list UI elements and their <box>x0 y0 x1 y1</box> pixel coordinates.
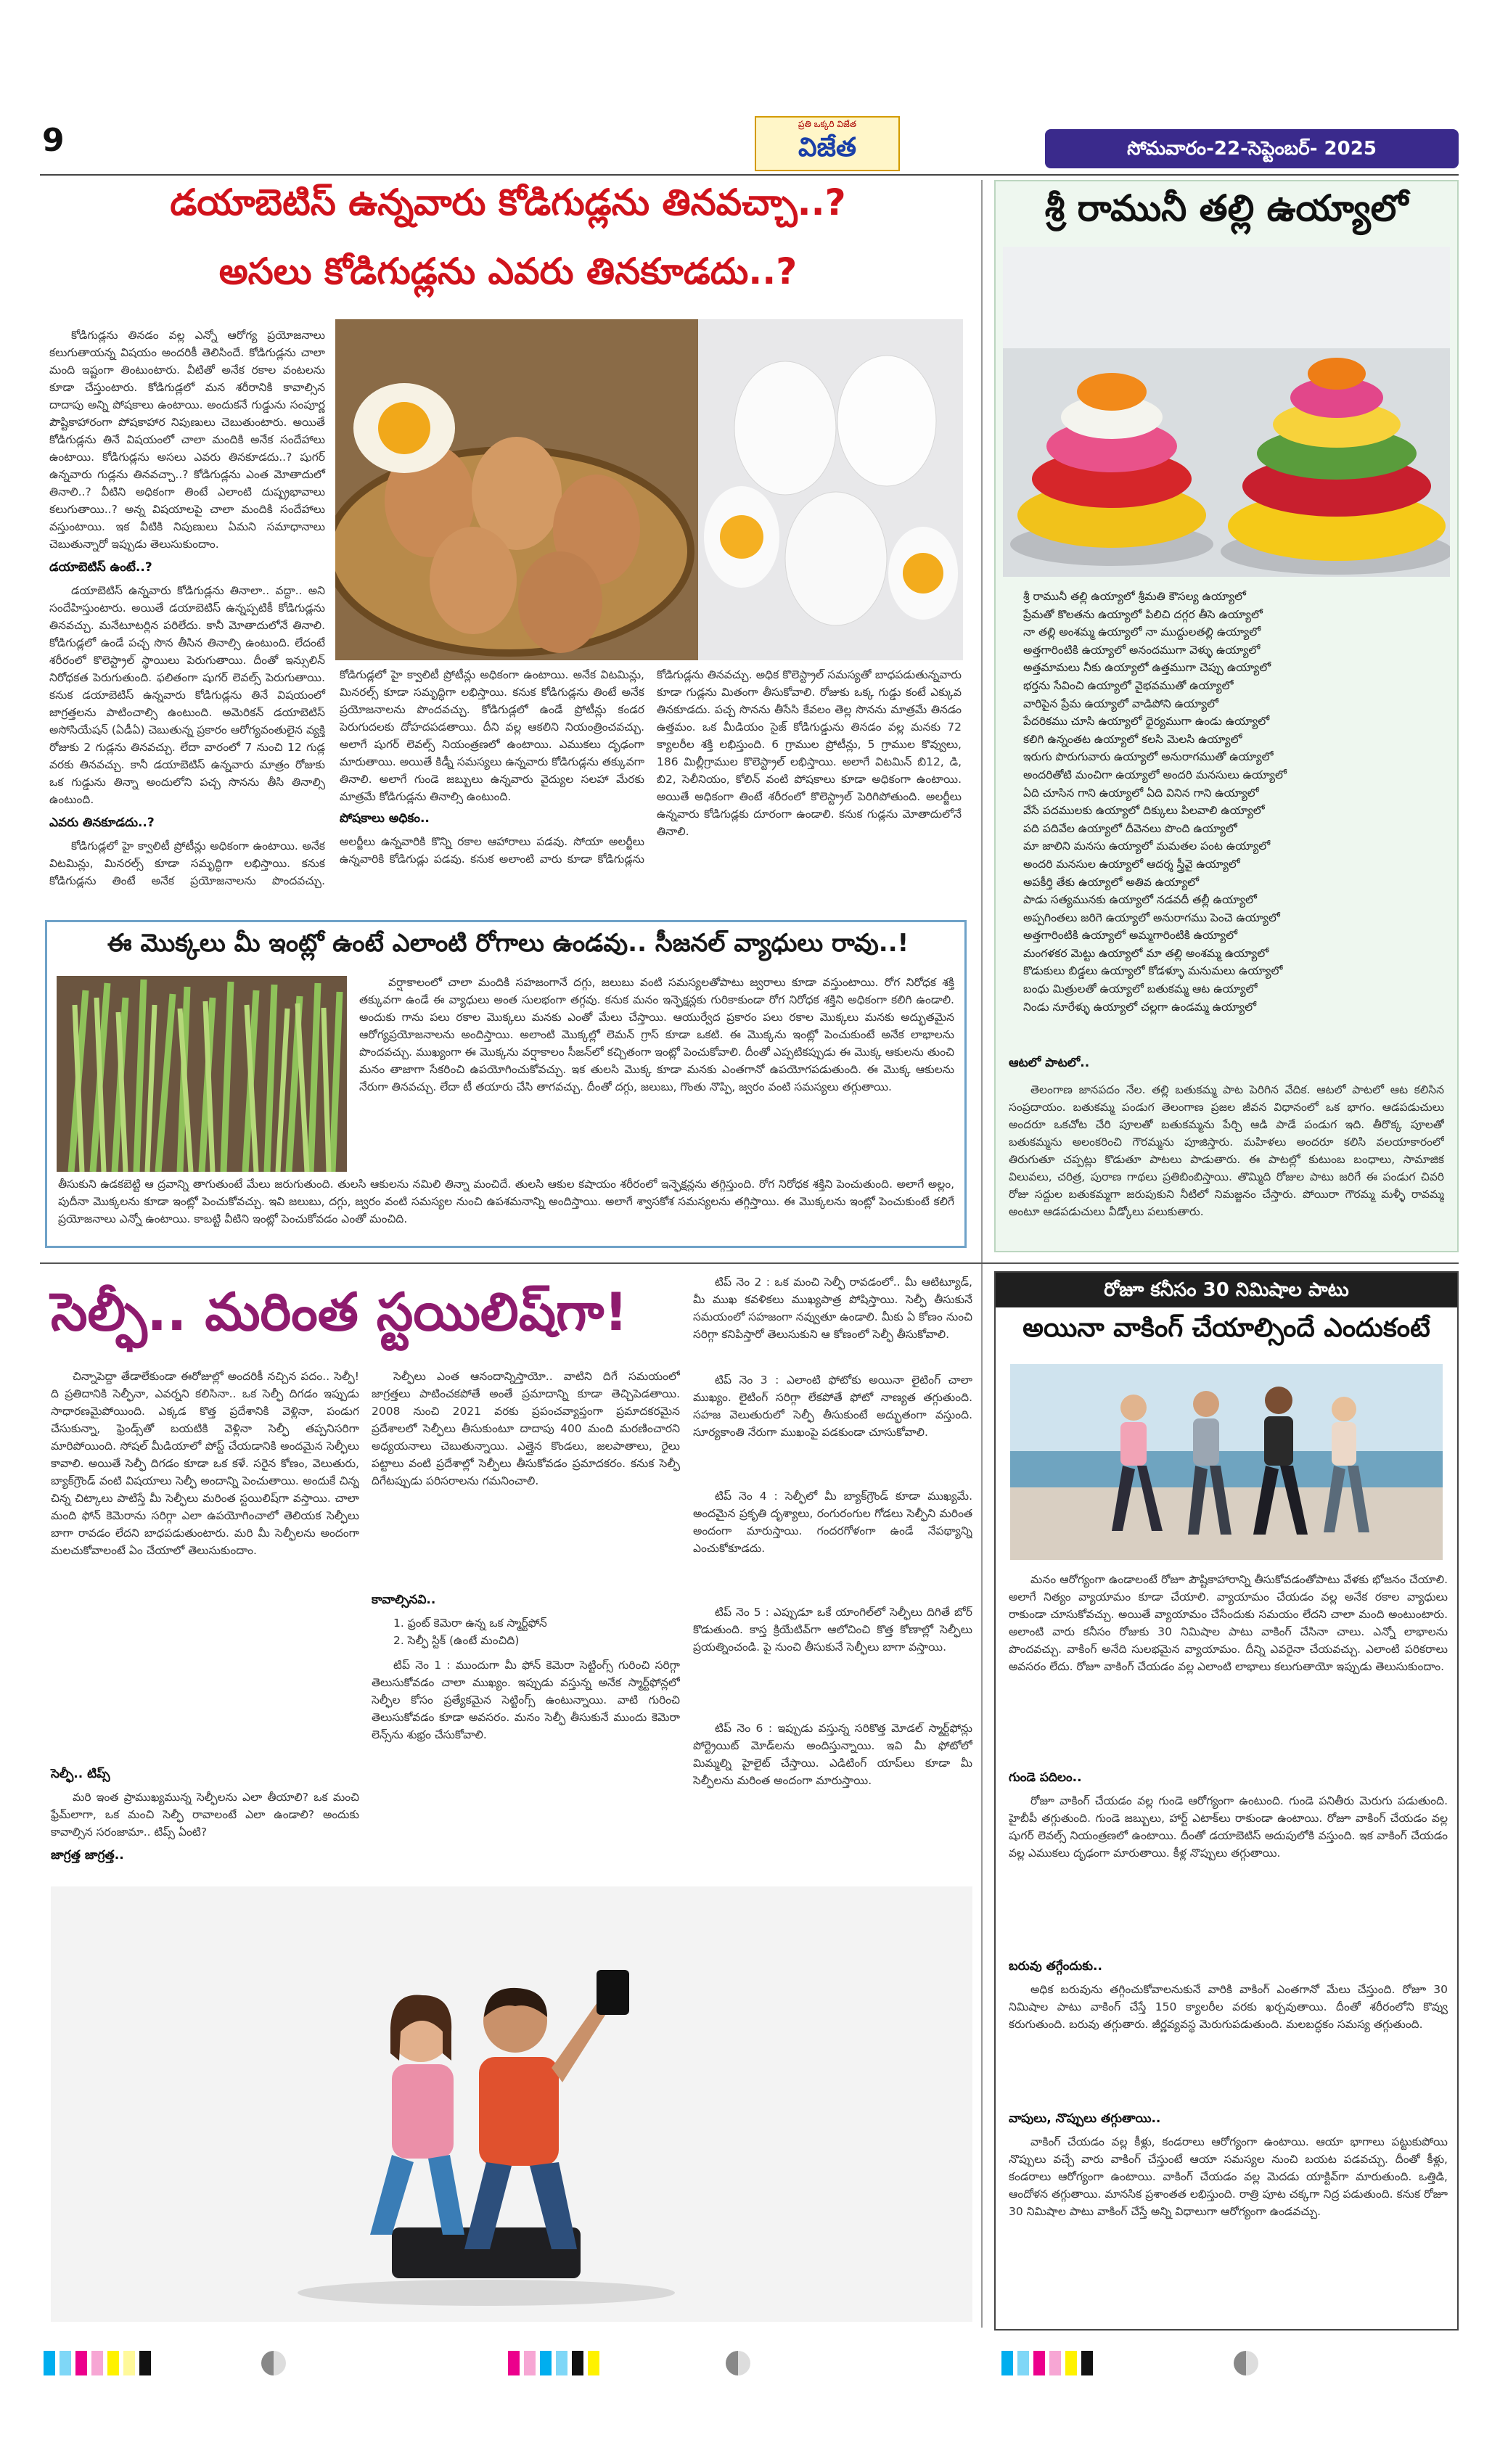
shadow <box>298 2280 675 2306</box>
brown-egg <box>430 527 517 634</box>
walking-column <box>1009 1571 1448 2286</box>
egg-column-left <box>49 327 325 895</box>
sea <box>1010 1451 1443 1487</box>
walking-headline-band <box>996 1273 1457 1307</box>
logo-tagline: ప్రతి ఒక్కరి విజేత <box>798 119 857 129</box>
lemongrass-photo <box>57 976 347 1172</box>
color-registration-bar <box>44 2351 151 2375</box>
flower-tier-orange <box>1308 358 1366 390</box>
poem-line: పేదరికము చూసి ఉయ్యాలో ధైర్యముగా ఉండు ఉయ్యాలో <box>1023 715 1270 728</box>
poem-line: అపకీర్తి తేకు ఉయ్యాలో అతివ ఉయ్యాలో <box>1023 875 1200 889</box>
selfie-column-2 <box>372 1368 680 1805</box>
selfie-sub-careful: జాగ్రత్త జాగ్రత్త.. <box>51 1848 124 1863</box>
walking-headline-1: రోజూ కనీసం 30 నిమిషాల పాటు <box>1104 1279 1349 1301</box>
plant-column-bottom <box>58 1175 954 1252</box>
poem-line: మంగళకర మెట్టు ఉయ్యాలో మా తల్లి అంశమ్మ ఉయ్యాలో <box>1023 946 1269 960</box>
egg-sub-diabetes: డయాబెటిస్ ఉంటే..? <box>49 560 152 575</box>
needs-item: 1. ఫ్రంట్ కెమెరా ఉన్న ఒక స్మార్ట్‌ఫోన్ <box>393 1617 547 1630</box>
egg-sub-who: ఎవరు తినకూడదు..? <box>49 816 155 830</box>
plant-para-2: తీసుకుని ఉడకబెట్టి ఆ ద్రవాన్ని తాగుతుంటే మేలు జరుగుతుంది. తులసి ఆకులను నమిలి తిన్నా మంచిదే. తులసి ఆకుల కషాయం శరీరంలో ఇన్ఫెక్షన్లను తగ్గిస్తుంది. రోగ నిరోధక శక్తిని పెంచుతుంది. అలాగే అల్లం, పుదీనా మొక్కలను కూడా ఇంట్లో పెంచుకోవచ్చు. ఇవి జలుబు, దగ్గు, జ్వరం వంటి సమస్యల నుంచి ఉపశమనాన్ని అందిస్తాయి. అలాగే శ్వాసకోశ సమస్యలను తగ్గిస్తాయి. ఈ మొక్కలను ఇంట్లో పెంచుకుంటే కలిగే ప్రయోజనాలు ఎన్నో ఉంటాయి. కాబట్టి వీటిని ఇంట్లో పెంచుకోవడం ఎంతో మంచిది. <box>58 1178 954 1225</box>
egg-para-1: డయాబెటిస్ ఉన్నవారు కోడిగుడ్లను తినాలా.. వద్దా.. అని సందేహిస్తుంటారు. అయితే డయాబెటిస్ ఉన్నప్పటికీ కోడిగుడ్లను తినవచ్చు. మనేటూటర్లిన పరిలేదు. కానీ మోతాదులోనే తినాలి. కోడిగుడ్లలో ఉండే పచ్చ సొన తీసిన తినాల్సి ఉంటుంది. లేదంటే శరీరంలో కొలెస్ట్రాల్ స్థాయిలు పెరుగుతాయి. దీంతో ఇన్సులిన్ నిరోధకత పెరుగుతుంది. ఫలితంగా షుగర్ లెవల్స్ పెరుగుతాయి. కనుక డయాబెటిస్ ఉన్నవారు కోడిగుడ్లను తినే విషయంలో జాగ్రత్తలను పాటించాల్సి ఉంటుంది. అమెరికన్ డయాబెటిస్ అసోసియేషన్ (ఏడీఏ) చెబుతున్న ప్రకారం ఆరోగ్యవంతులైన వ్యక్తి రోజుకు 2 గుడ్లను తినవచ్చు. లేదా వారంలో 7 నుంచి 12 గుడ్ల వరకు తినవచ్చు. కానీ డయాబెటిస్ ఉన్నవారు మాత్రం రోజుకు ఒక గుడ్డును తిన్నా అందులోని పచ్చ సొనను తీసి తినాల్సి ఉంటుంది. <box>49 584 325 806</box>
header-rule <box>40 174 1459 176</box>
masthead-logo <box>755 116 900 171</box>
poem-line: నా తల్లి అంశమ్మ ఉయ్యాలో నా ముద్దులతల్లి ఉయ్యాలో <box>1023 625 1261 639</box>
temple-headline: శ్రీ రామునీ తల్లి ఉయ్యాలో <box>1044 187 1409 229</box>
poem-line: అప్పగింతలు జరిగె ఉయ్యాలో అనురాగము పెంచె ఉయ్యాలో <box>1023 911 1280 924</box>
walking-sub-pain: వాపులు, నొప్పులు తగ్గుతాయి.. <box>1009 2111 1161 2126</box>
registration-circle <box>1234 2351 1258 2375</box>
egg-sub-nutrients: పోషకాలు అధికం.. <box>340 811 430 826</box>
poem-line: పది పదివేల ఉయ్యాలో దీవెనలు పొంది ఉయ్యాలో <box>1023 821 1237 835</box>
poem-line: అత్తగారింటికి ఉయ్యాలో అనందముగా వెళ్ళు ఉయ్యాలో <box>1023 643 1261 657</box>
walking-sub-weight: బరువు తగ్గేందుకు.. <box>1009 1959 1102 1974</box>
white-egg <box>734 361 836 495</box>
white-egg <box>785 492 887 625</box>
brown-egg <box>518 551 602 653</box>
selfie-tip-6: టిప్ నెం 6 : ఇప్పుడు వస్తున్న సరికొత్త మోడల్ స్మార్ట్‌ఫోన్లు పోర్ట్రెయిట్ మోడ్‌లను అందిస్తున్నాయి. ఇవి మీ ఫోటోలో మిమ్మల్ని హైలైట్ చేస్తాయి. ఎడిటింగ్ యాప్‌లు కూడా మీ సెల్ఫీలను మరింత అందంగా మారుస్తాయి. <box>693 1722 972 1787</box>
walking-para-2: అధిక బరువును తగ్గించుకోవాలనుకునే వారికి వాకింగ్ ఎంతగానో మేలు చేస్తుంది. రోజూ 30 నిమిషాల పాటు వాకింగ్ చేస్తే 150 క్యాలరీల వరకు ఖర్చవుతాయి. దీంతో శరీరంలోని కొవ్వు కరుగుతుంది. బరువు తగ్గుతారు. జీర్ణవ్యవస్థ మెరుగుపడుతుంది. మలబద్ధకం సమస్య తగ్గుతుంది. <box>1009 1983 1448 2031</box>
plant-column-right <box>359 974 954 1177</box>
page-number: 9 <box>42 122 65 159</box>
poem-line: బంధు మిత్రులతో ఉయ్యాలో బతుకమ్మ ఆట ఉయ్యాలో <box>1023 982 1258 996</box>
egg-para-3: కోడిగుడ్లను తినవచ్చు. అధిక కొలెస్ట్రాల్ సమస్యతో బాధపడుతున్నవారు కూడా గుడ్లను మితంగా తీసుకోవాలి. రోజుకు ఒక్క గుడ్డు కంటే ఎక్కువ తినకూడదు. పచ్చ సొనను తీసేసి కేవలం తెల్ల సొనను మాత్రమే తినడం ఉత్తమం. ఒక మీడియం సైజ్ కోడిగుడ్డును తినడం వల్ల మనకు 72 క్యాలరీల శక్తి లభిస్తుంది. 6 గ్రాముల ప్రోటీన్లు, 5 గ్రాముల కొవ్వులు, 186 మిల్లీగ్రాముల కొలెస్ట్రాల్ లభిస్తాయి. అలాగే విటమిన్ బి12, డి, బి2, సెలీనియం, కోలిన్ వంటి పోషకాలు కూడా అధికంగా ఉంటాయి. అయితే అధికంగా తింటే శరీరంలో కొలెస్ట్రాల్ పెరిగిపోతుంది. అలర్జీలు ఉన్నవారు కోడిగుడ్లకు దూరంగా ఉండాలి. కనుక గుడ్లను మోతాదులోనే తినాలి. <box>657 668 962 838</box>
temple-sub: ఆటలో పాటలో.. <box>1009 1056 1090 1070</box>
selfie-para-2: మరి ఇంత ప్రాముఖ్యమున్న సెల్ఫీలను ఎలా తీయాలి? ఒక మంచి ఫ్రేమ్‌లాగా, ఒక మంచి సెల్ఫీ రావాలంటే ఎలా ఉండాలి? అందుకు కావాల్సిన సరంజామా.. టిప్స్ ఏంటి? <box>51 1791 359 1839</box>
poem-line: అందరి మనసుల ఉయ్యాలో ఆదర్శ స్త్రీవై ఉయ్యాలో <box>1023 857 1240 871</box>
color-registration-bar <box>508 2351 599 2375</box>
temple-column <box>1009 1081 1444 1248</box>
needs-item: 2. సెల్ఫీ స్టిక్ (ఉంటే మంచిది) <box>393 1634 520 1647</box>
egg-yolk <box>903 553 943 594</box>
temple-para-1: తెలంగాణ జానపదం నేల. తల్లి బతుకమ్మ పాట పెరిగిన వేదిక. ఆటలో పాటలో ఆట కలిసిన సంప్రదాయం. బతుకమ్మ పండుగ తెలంగాణ ప్రజల జీవన విధానంలో ఒక భాగం. ఆడపడుచులు అందరూ ఒకచోట చేరి పూలతో బతుకమ్మను పేర్చి ఆడి పాడే పండుగ ఇది. తీరొక్క పూలతో బతుకమ్మను అలంకరించి గౌరమ్మను పూజిస్తారు. మహిళలు అందరూ కలిసి వలయాకారంలో తిరుగుతూ చప్పట్లు కొడుతూ పాటలు పాడుతారు. ఈ పాటల్లో కుటుంబ బంధాలు, సామాజిక విలువలు, చరిత్ర, పురాణ గాథలు ప్రతిబింబిస్తాయి. తొమ్మిది రోజుల పాటు జరిగే ఈ పండుగ చివరి రోజు సద్దుల బతుకమ్మగా జరుపుకుని నీటిలో నిమజ్జనం చేస్తారు. పోయిరా గౌరమ్మ మళ్ళీ రావమ్మ అంటూ ఆడపడుచులు వీడ్కోలు పలుకుతారు. <box>1009 1083 1444 1218</box>
selfie-tip-3: టిప్ నెం 3 : ఎలాంటి ఫోటోకు అయినా లైటింగ్ చాలా ముఖ్యం. లైటింగ్ సరిగ్గా లేకపోతే ఫోటో నాణ్యత తగ్గుతుంది. సహజ వెలుతురులో సెల్ఫీ తీసుకుంటే అద్భుతంగా వస్తుంది. సూర్యకాంతి నేరుగా ముఖంపై పడకుండా చూసుకోవాలి. <box>693 1373 972 1439</box>
selfie-tip-4: టిప్ నెం 4 : సెల్ఫీలో మీ బ్యాక్‌గ్రౌండ్ కూడా ముఖ్యమే. అందమైన ప్రకృతి దృశ్యాలు, రంగురంగుల గోడలు సెల్ఫీని మరింత అందంగా మారుస్తాయి. గందరగోళంగా ఉండే నేపథ్యాన్ని ఎంచుకోకూడదు. <box>693 1490 972 1555</box>
selfie-column-1 <box>51 1368 359 1870</box>
poem-line: అత్తమామలు నీకు ఉయ్యాలో ఉత్తముగా చెప్పు ఉయ్యాలో <box>1023 661 1271 675</box>
poem-line: శ్రీ రామునీ తల్లి ఉయ్యాలో శ్రీమతి కౌసల్య ఉయ్యాలో <box>1023 590 1246 603</box>
egg-column-mid <box>340 666 644 876</box>
poem-line: వారిపైన ప్రేమ ఉయ్యాలో వాడిపోని ఉయ్యాలో <box>1023 697 1219 710</box>
egg-intro: కోడిగుడ్లను తినడం వల్ల ఎన్నో ఆరోగ్య ప్రయోజనాలు కలుగుతాయన్న విషయం అందరికీ తెలిసిందే. కోడిగుడ్లను చాలా మంది ఇష్టంగా తింటుంటారు. వీటితో అనేక రకాల వంటలను కూడా చేస్తుంటారు. కోడిగుడ్లలో మన శరీరానికి కావాల్సిన దాదాపు అన్ని పోషకాలు ఉంటాయి. అందుకనే గుడ్డును సంపూర్ణ పౌష్టికాహారంగా పోషకాహార నిపుణులు చెబుతుంటారు. అయితే కోడిగుడ్లను తినే విషయంలో చాలా మందికి అనేక సందేహాలు ఉంటాయి. కోడిగుడ్లను అసలు ఎవరు తినకూడదు..? షుగర్ ఉన్నవారు గుడ్లను తినవచ్చా..? కోడిగుడ్లను ఎంత మోతాదులో తినాలి..? వీటిని అధికంగా తింటే ఎలాంటి దుష్ప్రభావాలు కలుగుతాయి..? అన్న విషయాలపై చాలా మందికి సందేహాలు వస్తుంటాయి. ఇక వీటికి నిపుణులు ఏమని సమాధానాలు చెబుతున్నారో ఇప్పుడు తెలుసుకుందాం. <box>49 329 325 551</box>
poem-line: ఏది చూసిన గాని ఉయ్యాలో ఏది వినిన గాని ఉయ్యాలో <box>1023 786 1259 800</box>
walking-photo <box>1010 1364 1443 1560</box>
selfie-tip-5: టిప్ నెం 5 : ఎప్పుడూ ఒకే యాంగిల్‌లో సెల్ఫీలు దిగితే బోర్ కొడుతుంది. కాస్త క్రియేటివ్‌గా ఆలోచించి కొత్త కోణాల్లో సెల్ఫీలు ప్రయత్నించండి. పై నుంచి తీసుకునే సెల్ఫీలు బాగా వస్తాయి. <box>693 1606 972 1654</box>
selfie-tip-2: టిప్ నెం 2 : ఒక మంచి సెల్ఫీ రావడంలో.. మీ ఆటిట్యూడ్, మీ ముఖ కవళికలు ముఖ్యపాత్ర పోషిస్తాయి. సెల్ఫీ తీసుకునే సమయంలో సహజంగా నవ్వుతూ ఉండాలి. మీకు ఏ కోణం నుంచి సరిగ్గా కనిపిస్తారో తెలుసుకుని ఆ కోణంలో సెల్ఫీ తీసుకోవాలి. <box>693 1276 972 1341</box>
white-egg <box>837 356 936 486</box>
selfie-para-3: సెల్ఫీలు ఎంత ఆనందాన్నిస్తాయో.. వాటిని దిగే సమయంలో జాగ్రత్తలు పాటించకపోతే అంతే ప్రమాదాన్ని కూడా తెచ్చిపెడతాయి. 2008 నుంచి 2021 వరకు ప్రపంచవ్యాప్తంగా ప్రమాదకరమైన ప్రదేశాలలో సెల్ఫీలు తీసుకుంటూ దాదాపు 400 మంది మరణించారని అధ్యయనాలు చెబుతున్నాయి. ఎత్తైన కొండలు, జలపాతాలు, రైలు పట్టాలు వంటి ప్రదేశాల్లో సెల్ఫీలు తీసుకోవడం ప్రమాదకరం. కనుక సెల్ఫీ దిగేటప్పుడు పరిసరాలను గమనించాలి. <box>372 1370 680 1487</box>
registration-circle <box>726 2351 750 2375</box>
plant-para-1: వర్షాకాలంలో చాలా మందికి సహజంగానే దగ్గు, జలుబు వంటి సమస్యలతోపాటు జ్వరాలు కూడా వస్తుంటాయి. రోగ నిరోధక శక్తి తక్కువగా ఉండే ఈ వ్యాధులు అంత సులభంగా తగ్గవు. కనుక మనం ఇన్ఫెక్షన్లకు గురికాకుండా రోగ నిరోధక శక్తిని అధికంగా కలిగి ఉండాలి. అందుకు గాను పలు రకాల మొక్కలు మనకు ఎంతో మేలు చేస్తాయి. ఆయుర్వేద ప్రకారం పలు రకాల మొక్కలు మనకు అద్భుతమైన ఆరోగ్యప్రయోజనాలను అందిస్తాయి. అలాంటి మొక్కల్లో లెమన్ గ్రాస్ కూడా ఒకటి. ఈ మొక్కను ఇంట్లో పెంచుకుంటే అనేక లాభాలను పొందవచ్చు. ముఖ్యంగా ఈ మొక్కను వర్షాకాలం సీజన్‌లో కచ్చితంగా ఇంట్లో పెంచుకోవాలి. దీంతో ఎప్పటికప్పుడు ఈ మొక్క ఆకులను తుంచి మనం తాజాగా సేకరించి ఉపయోగించుకోవచ్చు. ఇక తులసి మొక్క కూడా మనకు ఎంతగానో ఉపయోగపడుతుంది. ఈ మొక్క ఆకులను నేరుగా తినవచ్చు. లేదా టీ తయారు చేసి తాగవచ్చు. దీంతో దగ్గు, జలుబు, గొంతు నొప్పి, జ్వరం వంటి సమస్యలు తగ్గుతాయి. <box>359 976 954 1093</box>
walking-sub-heart: గుండె పదిలం.. <box>1009 1770 1082 1785</box>
temple-poem <box>1023 588 1451 1016</box>
poem-line: వేసే పదములకు ఉయ్యాలో దిక్కులు పిలవాలి ఉయ్యాలో <box>1023 804 1265 818</box>
walking-para-1: రోజూ వాకింగ్ చేయడం వల్ల గుండె ఆరోగ్యంగా ఉంటుంది. గుండె పనితీరు మెరుగు పడుతుంది. హైబీపీ తగ్గుతుంది. గుండె జబ్బులు, హార్ట్ ఎటాక్‌లు రాకుండా ఉంటాయి. రోజూ వాకింగ్ చేయడం వల్ల షుగర్ లెవల్స్ నియంత్రణలో ఉంటాయి. దీంతో డయాబెటిస్ అదుపులోకి వస్తుంది. ఇక వాకింగ్ చేయడం వల్ల ఎముకలు దృఢంగా మారుతాయి. కీళ్ల నొప్పులు తగ్గుతాయి. <box>1009 1794 1448 1860</box>
woman-top <box>392 2064 454 2159</box>
selfie-column-3 <box>693 1273 972 1818</box>
poem-line: పాడు సత్యమునకు ఉయ్యాలో నడవదీ తల్లీ ఉయ్యాలో <box>1023 893 1257 907</box>
selfie-sub-tips: సెల్ఫీ.. టిప్స్ <box>51 1767 110 1781</box>
selfie-sub-needs: కావాల్సినవి.. <box>372 1593 436 1607</box>
egg-column-right <box>657 666 962 920</box>
poem-line: అందరితోటి మంచిగా ఉయ్యాలో అందరి మనసులు ఉయ్యాలో <box>1023 768 1287 781</box>
egg-photo <box>335 319 963 660</box>
egg-para-4: అలర్జీలు ఉన్నవారికి కొన్ని రకాల ఆహారాలు పడవు. సోయా అలర్జీలు ఉన్నవారికి కోడిగుడ్లు పడవు. కనుక అలాంటి వారు కూడా కోడిగుడ్లను <box>340 835 644 866</box>
flower-tier-orange <box>1077 373 1147 411</box>
registration-circle <box>261 2351 286 2375</box>
walking-headline-2: అయినా వాకింగ్ చేయాల్సిందే ఎందుకంటే <box>1022 1313 1430 1343</box>
poem-line: కొడుకులు బిడ్డలు ఉయ్యాలో కోడళ్ళూ మనుమలు ఉయ్యాలో <box>1023 964 1283 978</box>
date-band <box>1045 129 1459 168</box>
walking-intro: మనం ఆరోగ్యంగా ఉండాలంటే రోజూ పౌష్టికాహారాన్ని తీసుకోవడంతోపాటు వేళకు భోజనం చేయాలి. అలాగే నిత్యం వ్యాయామం కూడా చేయాలి. వ్యాయామం చేయడం వల్ల అనేక రకాల వ్యాధులు రాకుండా చూసుకోవచ్చు. అయితే వ్యాయామం చేసేందుకు సమయం లేదని చాలా మంది అంటుంటారు. అలాంటి వారు కనీసం రోజుకు 30 నిమిషాల పాటు వాకింగ్ చేసినా చాలు. ఎన్నో లాభాలను పొందవచ్చు. వాకింగ్ అనేది సులభమైన వ్యాయామం. దీన్ని ఎవరైనా చేయవచ్చు. ఎలాంటి పరికరాలు అవసరం లేదు. రోజూ వాకింగ్ చేయడం వల్ల ఎలాంటి లాభాలు కలుగుతాయో ఇప్పుడు తెలుసుకుందాం. <box>1009 1573 1448 1673</box>
color-registration-bar <box>1001 2351 1093 2375</box>
egg-headline-2: అసలు కోడిగుడ్లను ఎవరు తినకూడదు..? <box>218 250 798 292</box>
egg-para-2: కోడిగుడ్లలో హై క్వాలిటీ ప్రోటీన్లు అధికంగా ఉంటాయి. అనేక విటమిన్లు, మినరల్స్ కూడా సమృద్ధిగా లభిస్తాయి. కనుక కోడిగుడ్లను తింటే అనేక ప్రయోజనాలను పొందవచ్చు. <box>49 839 325 887</box>
poem-line: భర్తను సేవించి ఉయ్యాలో వైభవముతో ఉయ్యాలో <box>1023 678 1234 692</box>
section-rule <box>40 1262 1459 1264</box>
egg-headline-1: డయాబెటిస్ ఉన్నవారు కోడిగుడ్లను తినవచ్చా..? <box>170 181 846 223</box>
plant-headline: ఈ మొక్కలు మీ ఇంట్లో ఉంటే ఎలాంటి రోగాలు ఉండవు.. సీజనల్ వ్యాధులు రావు..! <box>107 929 909 958</box>
poem-line: అత్తగారింటికి ఉయ్యాలో అమ్మగారింటికి ఉయ్యాలో <box>1023 929 1238 943</box>
egg-yolk <box>720 515 763 559</box>
man-shirt <box>479 2057 559 2166</box>
phone <box>597 1970 629 2015</box>
poem-line: ఇరుగు పొరుగువారు ఉయ్యాలో అనురాగముతో ఉయ్యాలో <box>1023 750 1274 764</box>
wall <box>1003 247 1450 348</box>
poem-line: నిండు నూరేళ్ళు ఉయ్యాలో చల్లగా ఉండమ్మ ఉయ్యాలో <box>1023 1000 1257 1014</box>
selfie-photo <box>51 1886 972 2322</box>
selfie-headline: సెల్ఫీ.. మరింత స్టయిలిష్‌గా! <box>51 1281 628 1342</box>
egg-para-2-cont: కోడిగుడ్లలో హై క్వాలిటీ ప్రోటీన్లు అధికంగా ఉంటాయి. అనేక విటమిన్లు, మినరల్స్ కూడా సమృద్ధిగా లభిస్తాయి. కనుక కోడిగుడ్లను తింటే అనేక ప్రయోజనాలను పొందవచ్చు. కోడిగుడ్లలో ఉండే ప్రోటీన్లు కండర పెరుగుదలకు దోహదపడతాయి. దీని వల్ల ఆకలిని నియంత్రించవచ్చు. అలాగే షుగర్ లెవల్స్ నియంత్రణలో ఉంటాయి. ఎముకలు దృఢంగా మారుతాయి. అయితే కిడ్నీ సమస్యలు ఉన్నవారు కోడిగుడ్లను తక్కువగా తినాలి. అలాగే గుండె జబ్బులు ఉన్నవారు వైద్యుల సలహా మేరకు మాత్రమే కోడిగుడ్లను తినాల్సి ఉంటుంది. <box>340 668 644 803</box>
walking-para-3: వాకింగ్ చేయడం వల్ల కీళ్లు, కండరాలు ఆరోగ్యంగా ఉంటాయి. ఆయా భాగాలు పట్టుకుపోయి నొప్పులు వచ్చే వారు వాకింగ్ చేస్తుంటే ఆయా సమస్యల నుంచి బయట పడవచ్చు. దీంతో కీళ్లు, కండరాలు ఆరోగ్యంగా ఉంటాయి. వాకింగ్ చేయడం వల్ల మెదడు యాక్టివ్‌గా మారుతుంది. ఒత్తిడి, ఆందోళన తగ్గుతాయి. మానసిక ప్రశాంతత లభిస్తుంది. రాత్రి పూట చక్కగా నిద్ర పడుతుంది. కనుక రోజూ 30 నిమిషాల పాటు వాకింగ్ చేస్తే అన్ని విధాలుగా ఆరోగ్యంగా ఉండవచ్చు. <box>1009 2135 1448 2218</box>
selfie-tip-1: టిప్ నెం 1 : ముందుగా మీ ఫోన్ కెమెరా సెట్టింగ్స్‌ గురించి సరిగ్గా తెలుసుకోవడం చాలా ముఖ్యం. ఇప్పుడు వస్తున్న అనేక స్మార్ట్‌ఫోన్లలో సెల్ఫీల కోసం ప్రత్యేకమైన సెట్టింగ్స్ ఉంటున్నాయి. వాటి గురించి తెలుసుకోవడం కూడా అవసరం. మనం సెల్ఫీ తీసుకునే ముందు కెమెరా లెన్స్‌ను శుభ్రం చేసుకోవాలి. <box>372 1659 680 1741</box>
poem-line: కలిగి ఉన్నంతట ఉయ్యాలో కలసి మెలసి ఉయ్యాలో <box>1023 732 1242 746</box>
logo-title: విజేత <box>798 133 856 163</box>
issue-date: సోమవారం-22-సెప్టెంబర్- 2025 <box>1127 138 1377 160</box>
poem-line: మా జాలిని మనసు ఉయ్యాలో మమతల పంట ఉయ్యాలో <box>1023 839 1271 853</box>
selfie-para-1: చిన్నాపెద్దా తేడాలేకుండా ఈరోజుల్లో అందరికీ నచ్చిన పదం.. సెల్ఫీ! ది ప్రతిదానికి సెల్ఫీనా, ఎవర్నని కలిసినా.. ఒక సెల్ఫీ దిగడం ఇప్పుడు సాధారణమైపోయింది. ఎక్కడ కొత్త ప్రదేశానికి వెళ్లినా, పండుగ చేసుకున్నా, ఫ్రెండ్స్‌తో బయటికి వెళ్లినా సెల్ఫీ తప్పనిసరిగా మారిపోయింది. సోషల్ మీడియాలో పోస్ట్ చేయడానికి అందమైన సెల్ఫీలు కావాలి. అయితే సెల్ఫీ దిగడం కూడా ఒక కళే. సరైన కోణం, వెలుతురు, బ్యాక్‌గ్రౌండ్ వంటి విషయాలు సెల్ఫీ అందాన్ని పెంచుతాయి. అందుకే చిన్న చిన్న చిట్కాలు పాటిస్తే మీ సెల్ఫీలు మరింత స్టయిలిష్‌గా వస్తాయి. చాలా మంది ఫోన్ కెమెరాను సరిగ్గా ఎలా ఉపయోగించాలో తెలియక సెల్ఫీలు బాగా రావడం లేదని బాధపడుతుంటారు. మరి మీ సెల్ఫీలను అందంగా మలచుకోవాలంటే ఏం చేయాలో తెలుసుకుందాం. <box>51 1370 359 1557</box>
poem-line: ప్రేమతో కొలతను ఉయ్యాలో పిలిచి దగ్గర తీసె ఉయ్యాలో <box>1023 607 1263 621</box>
egg-yolk <box>378 402 430 454</box>
bathukamma-photo <box>1003 247 1450 577</box>
column-divider <box>981 180 983 2328</box>
